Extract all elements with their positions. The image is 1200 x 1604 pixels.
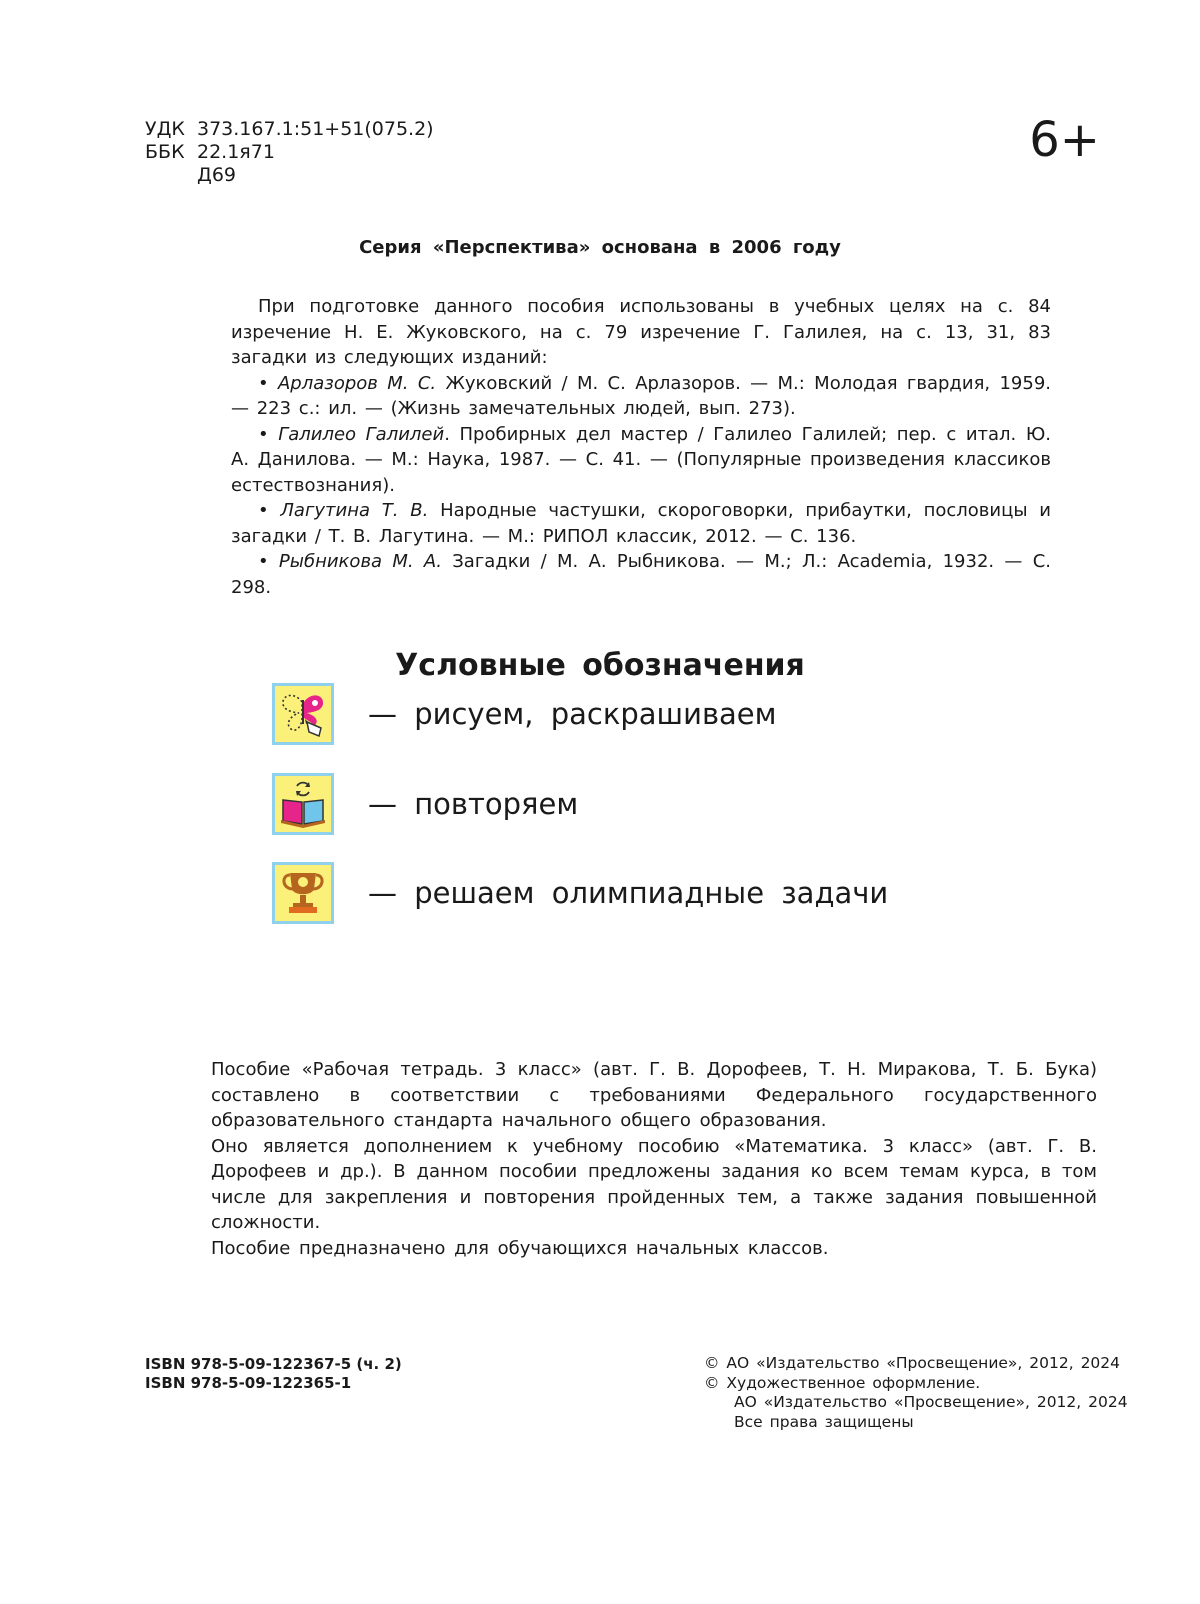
legend-text-olympiad: — решаем олимпиадные задачи bbox=[368, 876, 889, 910]
isbn-line: ISBN 978-5-09-122365-1 bbox=[145, 1374, 352, 1392]
description-paragraph: Оно является дополнением к учебному пособию «Математика. 3 класс» (авт. Г. В. Дорофеев и др.). В данном пособии предложены задания ко всем темам курса, в том числе для закрепления и повторения пройденных тем, а также задания повышенной сложности. bbox=[211, 1135, 1097, 1233]
source-author: Арлазоров М. С. bbox=[277, 372, 437, 394]
udk-label: УДК bbox=[145, 118, 185, 140]
legend-item-repeat bbox=[272, 770, 578, 838]
source-author: Рыбникова М. А. bbox=[278, 551, 442, 572]
copyright-line: Все права защищены bbox=[734, 1412, 914, 1431]
legend-item-drawing bbox=[272, 680, 777, 748]
source-item: • Рыбникова М. А. Загадки / М. А. Рыбникова. — М.; Л.: Academia, 1932. — С. 298. bbox=[231, 551, 1052, 598]
bbk-code: 22.1я71 bbox=[197, 141, 275, 163]
bbk-label: ББК bbox=[145, 141, 185, 163]
source-text: . Пробирных дел мастер / Галилео Галилей; пер. с итал. Ю. А. Данилова. — М.: Наука, 1987. — С. 41. — (Популярные произведения классиков естествознания). bbox=[231, 423, 1051, 496]
sources-block bbox=[231, 294, 1051, 600]
author-mark: Д69 bbox=[197, 164, 237, 186]
description-paragraph: Пособие предназначено для обучающихся начальных классов. bbox=[211, 1237, 829, 1259]
series-line: Серия «Перспектива» основана в 2006 году bbox=[359, 237, 841, 258]
source-item: • Арлазоров М. С. Жуковский / М. С. Арлазоров. — М.: Молодая гвардия, 1959. — 223 с.: ил. — (Жизнь замечательных людей, вып. 273). bbox=[231, 372, 1051, 419]
isbn-line: ISBN 978-5-09-122367-5 (ч. 2) bbox=[145, 1355, 402, 1373]
bbk-row bbox=[145, 141, 434, 164]
source-text: Загадки / М. А. Рыбникова. — М.; Л.: Academia, 1932. — С. 298. bbox=[231, 551, 1052, 598]
trophy-cup-icon bbox=[272, 862, 334, 924]
source-text: Жуковский / М. С. Арлазоров. — М.: Молодая гвардия, 1959. — 223 с.: ил. — (Жизнь замечательных людей, вып. 273). bbox=[231, 372, 1051, 419]
udk-code: 373.167.1:51+51(075.2) bbox=[197, 118, 434, 140]
legend-title: Условные обозначения bbox=[395, 648, 805, 683]
butterfly-drawing-icon bbox=[272, 683, 334, 745]
copyright-block bbox=[704, 1354, 1134, 1432]
legend-text-drawing: — рисуем, раскрашиваем bbox=[368, 697, 777, 731]
description-paragraph: Пособие «Рабочая тетрадь. 3 класс» (авт. Г. В. Дорофеев, Т. Н. Миракова, Т. Б. Бука) составлено в соответствии с требованиями Федерального государственного образовательного стандарта начального общего образования. bbox=[211, 1059, 1097, 1131]
age-rating: 6+ bbox=[1029, 112, 1100, 168]
classification-codes bbox=[145, 118, 434, 187]
udk-row bbox=[145, 118, 434, 141]
source-author: Лагутина Т. В. bbox=[280, 500, 429, 521]
isbn-block bbox=[145, 1355, 402, 1393]
legend-text-repeat: — повторяем bbox=[368, 787, 579, 821]
description-block bbox=[211, 1057, 1097, 1261]
copyright-line: © Художественное оформление. bbox=[704, 1373, 981, 1392]
sources-intro: При подготовке данного пособия использованы в учебных целях на с. 84 изречение Н. Е. Жуковского, на с. 79 изречение Г. Галилея, на с. 13, 31, 83 загадки из следующих изданий: bbox=[231, 296, 1051, 368]
legend-item-olympiad bbox=[272, 859, 888, 927]
copyright-line: АО «Издательство «Просвещение», 2012, 2024 bbox=[734, 1393, 1128, 1411]
source-item: • Галилео Галилей. Пробирных дел мастер / Галилео Галилей; пер. с итал. Ю. А. Данилова. — М.: Наука, 1987. — С. 41. — (Популярные произведения классиков естествознания). bbox=[231, 423, 1051, 496]
open-book-repeat-icon bbox=[272, 773, 334, 835]
source-item: • Лагутина Т. В. Народные частушки, скороговорки, прибаутки, пословицы и загадки / Т. В. Лагутина. — М.: РИПОЛ классик, 2012. — С. 136. bbox=[231, 500, 1051, 547]
copyright-line: © АО «Издательство «Просвещение», 2012, 2024 bbox=[704, 1354, 1121, 1372]
source-author: Галилео Галилей bbox=[278, 423, 445, 445]
source-text: Народные частушки, скороговорки, прибаутки, пословицы и загадки / Т. В. Лагутина. — М.: РИПОЛ классик, 2012. — С. 136. bbox=[231, 500, 1051, 547]
